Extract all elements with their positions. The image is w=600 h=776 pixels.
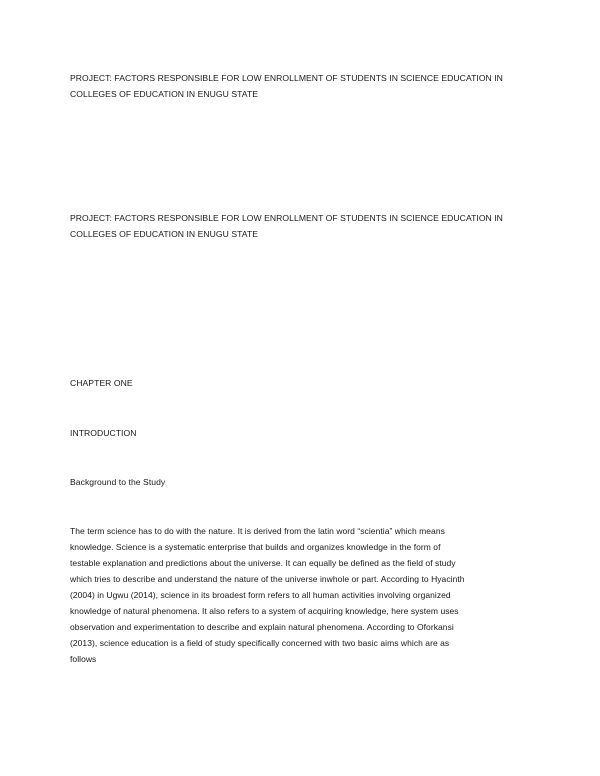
paragraph-line: (2013), science education is a field of study specifically concerned with two basic aims which are as bbox=[70, 638, 450, 648]
subsection-heading: Background to the Study bbox=[70, 477, 166, 487]
paragraph-line: testable explanation and predictions about the universe. It can equally be defined as the field of study bbox=[70, 558, 456, 568]
paragraph-line: knowledge of natural phenomena. It also refers to a system of acquiring knowledge, here system uses bbox=[70, 606, 459, 616]
project-title-first-line-1: PROJECT: FACTORS RESPONSIBLE FOR LOW ENROLLMENT OF STUDENTS IN SCIENCE EDUCATION IN bbox=[70, 73, 503, 83]
paragraph-line: The term science has to do with the nature. It is derived from the latin word “scientia” which means bbox=[70, 526, 445, 536]
project-title-first bbox=[70, 70, 530, 102]
paragraph-line: (2004) in Ugwu (2014), science in its broadest form refers to all human activities involving organized bbox=[70, 590, 451, 600]
section-heading: INTRODUCTION bbox=[70, 428, 137, 438]
paragraph-line: knowledge. Science is a systematic enterprise that builds and organizes knowledge in the form of bbox=[70, 542, 441, 552]
project-title-second-line-2: COLLEGES OF EDUCATION IN ENUGU STATE bbox=[70, 229, 259, 239]
paragraph-line: follows bbox=[70, 654, 97, 664]
project-title-second bbox=[70, 210, 530, 242]
body-paragraph bbox=[70, 523, 530, 667]
project-title-first-line-2: COLLEGES OF EDUCATION IN ENUGU STATE bbox=[70, 89, 259, 99]
paragraph-line: observation and experimentation to describe and explain natural phenomena. According to Oforkansi bbox=[70, 622, 454, 632]
project-title-second-line-1: PROJECT: FACTORS RESPONSIBLE FOR LOW ENROLLMENT OF STUDENTS IN SCIENCE EDUCATION IN bbox=[70, 213, 503, 223]
paragraph-line: which tries to describe and understand the nature of the universe inwhole or part. According to Hyacinth bbox=[70, 574, 465, 584]
chapter-heading: CHAPTER ONE bbox=[70, 378, 133, 388]
